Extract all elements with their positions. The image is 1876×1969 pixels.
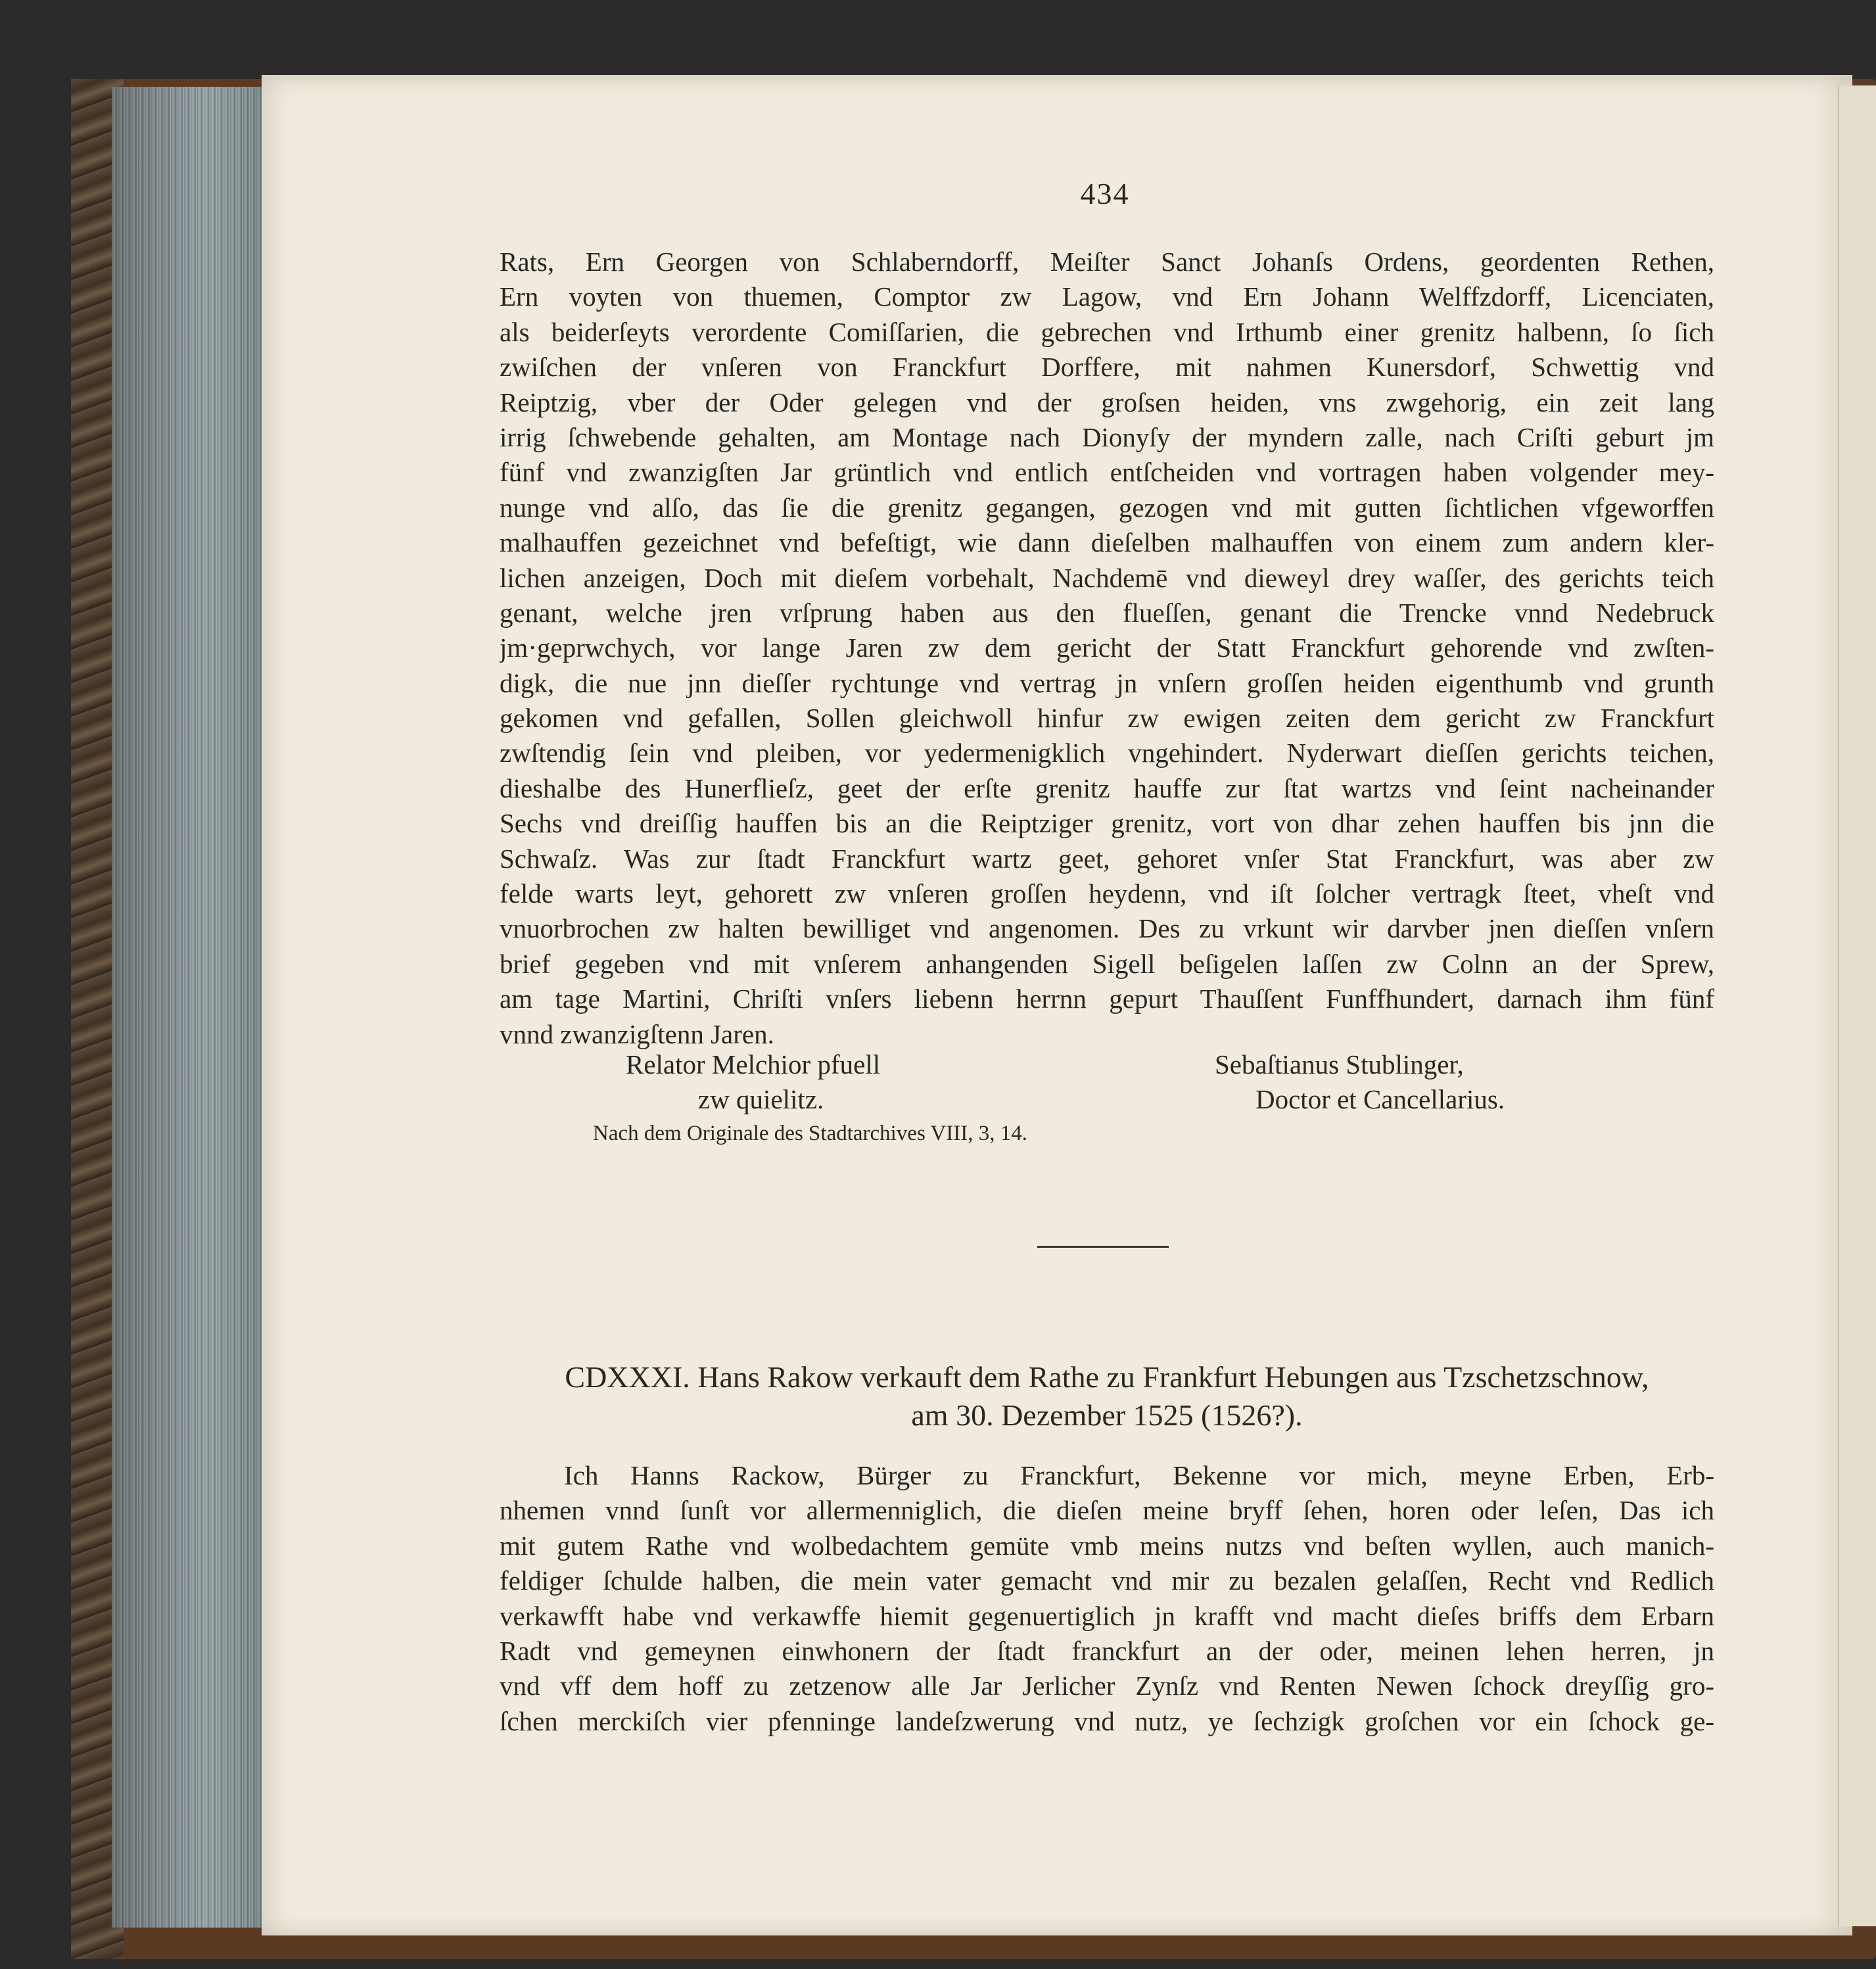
text-line: vnnd zwanzigſtenn Jaren. [500,1018,774,1049]
text-line: Radt vnd gemeynen einwhonern der ſtadt franckfurt an der oder, meinen lehen herren, jn [500,1635,1714,1666]
section-divider [1037,1246,1169,1248]
text-line: genant, welche jren vrſprung haben aus den flueſſen, genant die Trencke vnnd Nedebruck [500,597,1714,628]
text-line: Rats, Ern Georgen von Schlaberndorff, Meiſter Sanct Johanſs Ordens, geordenten Rethen, [500,247,1714,277]
page-edges [112,87,270,1928]
text-line: ſchen merckiſch vier pfenninge landeſzwerung vnd nutz, ye ſechzigk groſchen vor ein ſchock ge- [500,1705,1714,1736]
text-line: brief gegeben vnd mit vnſerem anhangenden Sigell beſigelen laſſen zw Colnn an der Sprew, [500,948,1714,979]
text-line: dieshalbe des Hunerflieſz, geet der erſte grenitz hauffe zur ſtat wartzs vnd ſeint nacheinander [500,772,1714,803]
chancellor-title: Doctor et Cancellarius. [1255,1084,1505,1114]
text-line: verkawfft habe vnd verkawffe hiemit gegenuertiglich jn krafft vnd macht dieſes briffs dem Erbarn [500,1600,1714,1631]
text-line: feldiger ſchulde halben, die mein vater gemacht vnd mir zu bezalen gelaſſen, Recht vnd Redlich [500,1565,1714,1596]
text-line: am tage Martini, Chriſti vnſers liebenn herrnn gepurt Thauſſent Funffhundert, darnach ihm fünf [500,984,1714,1014]
text-line: fünf vnd zwanzigſten Jar grüntlich vnd entlich entſcheiden vnd vortragen haben volgender mey- [500,457,1714,488]
text-line: Reiptzig, vber der Oder gelegen vnd der groſsen heiden, vns zwgehorig, ein zeit lang [500,387,1714,417]
text-line: malhauffen gezeichnet vnd befeſtigt, wie dann dieſelben malhauffen von einem zum andern kler- [500,527,1714,558]
text-line: Ern voyten von thuemen, Comptor zw Lagow, vnd Ern Johann Welffzdorff, Licenciaten, [500,281,1714,312]
text-line: irrig ſchwebende gehalten, am Montage nach Dionyſy der myndern zalle, nach Criſti geburt jm [500,421,1714,452]
text-line: digk, die nue jnn dieſſer rychtunge vnd vertrag jn vnſern groſſen heiden eigenthumb vnd grunth [500,667,1714,698]
text-line: vnuorbrochen zw halten bewilliget vnd angenomen. Des zu vrkunt wir darvber jnen dieſſen vnſern [500,913,1714,944]
relator-place: zw quielitz. [698,1084,824,1114]
text-line: Sechs vnd dreiſſig hauffen bis an die Reiptziger grenitz, vort von dhar zehen hauffen bis jnn die [500,808,1714,839]
text-line: felde warts leyt, gehorett zw vnſeren groſſen heydenn, vnd iſt ſolcher vertragk ſteet, vheſt vnd [500,878,1714,909]
text-line: Ich Hanns Rackow, Bürger zu Franckfurt, Bekenne vor mich, meyne Erben, Erb- [564,1460,1714,1490]
relator-name: Relator Melchior pfuell [626,1049,881,1079]
source-note: Nach dem Originale des Stadtarchives VIII, 3, 14. [593,1122,1028,1145]
text-line: jm·geprwchych, vor lange Jaren zw dem gericht der Statt Franckfurt gehorende vnd zwſten- [500,632,1714,663]
text-line: als beiderſeyts verordente Comiſſarien, die gebrechen vnd Irthumb einer grenitz halbenn, ſo ſich [500,316,1714,347]
text-line: zwſtendig ſein vnd pleiben, vor yedermenigklich vngehindert. Nyderwart dieſſen gerichts teichen, [500,738,1714,769]
text-line: gekomen vnd gefallen, Sollen gleichwoll hinfur zw ewigen zeiten dem gericht zw Franckfurt [500,703,1714,734]
text-line: nunge vnd alſo, das ſie die grenitz gegangen, gezogen vnd mit gutten ſichtlichen vfgeworffen [500,492,1714,523]
text-line: zwiſchen der vnſeren von Franckfurt Dorffere, mit nahmen Kunersdorf, Schwettig vnd [500,352,1714,383]
text-line: Schwaſz. Was zur ſtadt Franckfurt wartz geet, gehoret vnſer Stat Franckfurt, was aber zw [500,843,1714,874]
document-heading-line-1: CDXXXI. Hans Rakow verkauft dem Rathe zu Frankfurt Hebungen aus Tzschetzschnow, [565,1360,1649,1394]
document-heading-line-2: am 30. Dezember 1525 (1526?). [911,1398,1303,1432]
page-number: 434 [1080,177,1130,210]
text-line: nhemen vnnd ſunſt vor allermenniglich, die dieſen meine bryff ſehen, horen oder leſen, Das ich [500,1495,1714,1526]
chancellor-name: Sebaſtianus Stublinger, [1215,1049,1464,1079]
charter-text [500,245,1714,1052]
text-line: lichen anzeigen, Doch mit dieſem vorbehalt, Nachdemē vnd dieweyl drey waſſer, des gerichts teich [500,562,1714,593]
deed-text [500,1458,1714,1739]
facing-page-edge [1838,85,1876,1926]
text-line: mit gutem Rathe vnd wolbedachtem gemüte vmb meins nutzs vnd beſten wyllen, auch manich- [500,1530,1714,1561]
text-line: vnd vff dem hoff zu zetzenow alle Jar Jerlicher Zynſz vnd Renten Newen ſchock dreyſſig gro- [500,1671,1714,1701]
